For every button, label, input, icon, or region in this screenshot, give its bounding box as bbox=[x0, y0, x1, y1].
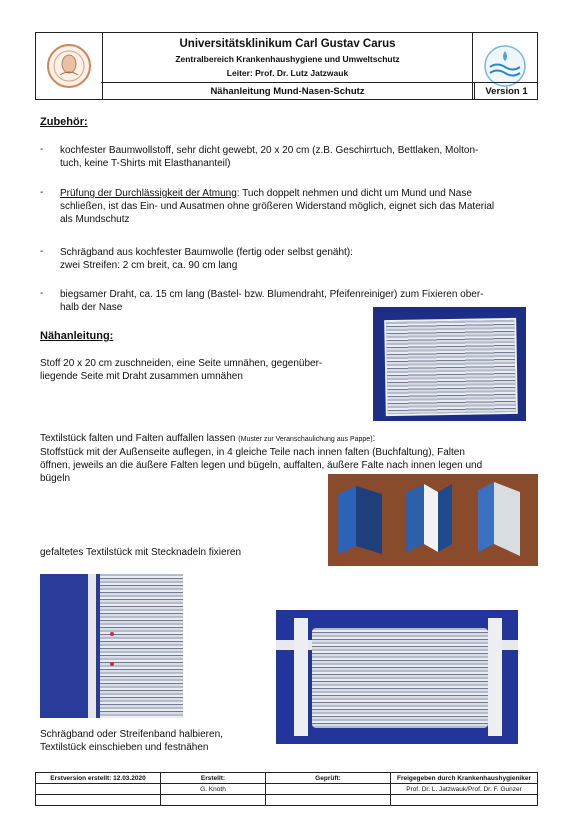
bullet-dash: - bbox=[40, 187, 44, 198]
folded-cardboard-illustration bbox=[328, 474, 538, 566]
pin-head-icon bbox=[110, 632, 114, 636]
bias-tape-strip bbox=[88, 574, 96, 718]
text-line bbox=[60, 187, 530, 200]
bullet-dash: - bbox=[40, 144, 44, 155]
version-label: Version 1 bbox=[474, 82, 538, 100]
header-left-logo-cell bbox=[36, 33, 103, 99]
text-span: Textilstück falten und Falten auffallen lassen bbox=[40, 433, 239, 444]
text-line: Stoff 20 x 20 cm zuschneiden, eine Seite umnähen, gegenüber- bbox=[40, 358, 323, 369]
cardboard-note: (Muster zur Veranschaulichung aus Pappe) bbox=[238, 436, 373, 443]
table-cell bbox=[161, 795, 266, 806]
approver-names-cell: Prof. Dr. L. Jatzwauk/Prof. Dr. F. Gunzer bbox=[391, 784, 538, 795]
right-bias-tape bbox=[488, 618, 502, 736]
striped-fabric-shape bbox=[100, 574, 183, 718]
text-line: bügeln bbox=[40, 473, 71, 484]
photo-hemmed-fabric bbox=[373, 307, 526, 421]
university-seal-icon bbox=[36, 33, 102, 99]
text-span: : Tuch doppelt nehmen und dicht um Mund und Nase bbox=[236, 188, 472, 199]
table-cell bbox=[36, 784, 161, 795]
institution-title: Universitätsklinikum Carl Gustav Carus bbox=[179, 38, 396, 50]
text-line: biegsamer Draht, ca. 15 cm lang (Bastel- bzw. Blumendraht, Pfeifenreiniger) zum Fixieren ober- bbox=[60, 289, 484, 300]
first-version-cell: Erstversion erstellt: 12.03.2020 bbox=[36, 773, 161, 784]
pin-head-icon bbox=[110, 662, 114, 666]
creator-name-cell: G. Knoth bbox=[161, 784, 266, 795]
striped-mask-shape bbox=[312, 628, 488, 728]
photo-finished-mask bbox=[276, 610, 518, 744]
photo-pinned-fabric bbox=[40, 574, 183, 718]
striped-fabric-shape bbox=[384, 318, 518, 416]
accessory-item-bias-tape bbox=[60, 246, 530, 272]
table-cell bbox=[266, 795, 391, 806]
text-line: Schrägband aus kochfester Baumwolle (fertig oder selbst genäht): bbox=[60, 247, 353, 258]
step-bias-tape-text bbox=[40, 728, 270, 754]
step-cut-text bbox=[40, 357, 360, 383]
table-cell bbox=[391, 795, 538, 806]
text-line: schließen, ist das Ein- und Ausatmen ohne größeren Widerstand möglich, eignet sich das Material bbox=[60, 201, 495, 212]
accessory-item-breathability bbox=[60, 187, 530, 226]
text-line: öffnen, jeweils an die äußere Falten legen und bügeln, auffalten, äußere Falte nach innen legen und bbox=[40, 460, 483, 471]
photo-cardboard-folds bbox=[328, 474, 538, 566]
text-line bbox=[40, 432, 530, 446]
text-line: als Mundschutz bbox=[60, 214, 130, 225]
text-span: : bbox=[372, 433, 376, 444]
instructions-heading: Nähanleitung: bbox=[40, 330, 114, 342]
text-line: zwei Streifen: 2 cm breit, ca. 90 cm lang bbox=[60, 260, 238, 271]
table-cell bbox=[266, 784, 391, 795]
department-leader: Leiter: Prof. Dr. Lutz Jatzwauk bbox=[226, 68, 349, 78]
table-row bbox=[36, 795, 538, 806]
document-title-row bbox=[101, 82, 474, 100]
text-line: halb der Nase bbox=[60, 302, 123, 313]
breathability-test-label: Prüfung der Durchlässigkeit der Atmung bbox=[60, 188, 237, 199]
created-header-cell: Erstellt: bbox=[161, 773, 266, 784]
table-row bbox=[36, 784, 538, 795]
text-line: liegende Seite mit Draht zusammen umnähen bbox=[40, 371, 243, 382]
approved-header-cell: Freigegeben durch Krankenhaushygieniker bbox=[391, 773, 538, 784]
accessories-heading: Zubehör: bbox=[40, 116, 88, 128]
left-bias-tape bbox=[294, 618, 308, 736]
text-line: kochfester Baumwollstoff, sehr dicht gewebt, 20 x 20 cm (z.B. Geschirrtuch, Bettlaken, Molton- bbox=[60, 145, 479, 156]
bullet-dash: - bbox=[40, 246, 44, 257]
bullet-dash: - bbox=[40, 288, 44, 299]
text-line: Textilstück einschieben und festnähen bbox=[40, 742, 209, 753]
step-pin-text: gefaltetes Textilstück mit Stecknadeln fixieren bbox=[40, 547, 242, 558]
document-title: Nähanleitung Mund-Nasen-Schutz bbox=[210, 86, 365, 97]
accessory-item-fabric bbox=[60, 144, 530, 170]
table-row bbox=[36, 773, 538, 784]
text-line: Stoffstück mit der Außenseite auflegen, in 4 gleiche Teile nach innen falten (Buchfaltung), Falten bbox=[40, 447, 465, 458]
checked-header-cell: Geprüft: bbox=[266, 773, 391, 784]
department-subtitle: Zentralbereich Krankenhaushygiene und Umweltschutz bbox=[175, 54, 400, 64]
text-line: Schrägband oder Streifenband halbieren, bbox=[40, 729, 223, 740]
text-line: tuch, keine T-Shirts mit Elasthananteil) bbox=[60, 158, 231, 169]
approval-footer-table bbox=[35, 772, 538, 806]
table-cell bbox=[36, 795, 161, 806]
